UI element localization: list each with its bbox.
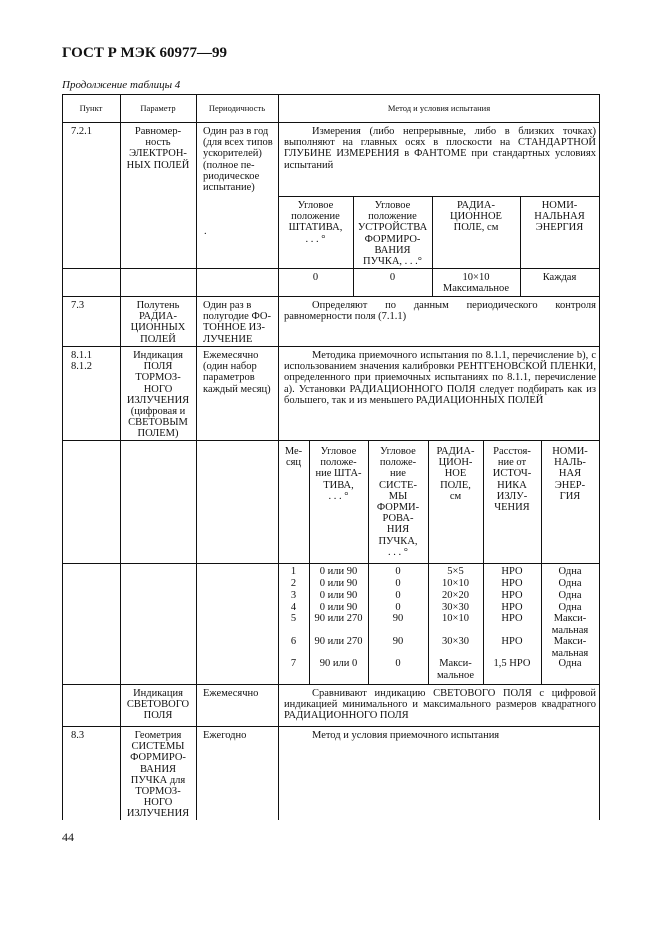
monthly-cell-source-distance: 1,5 НРО	[493, 658, 531, 669]
monthly-cell-collimator-angle: 0	[395, 566, 401, 577]
monthly-cell-nominal-energy: Одна	[558, 578, 582, 589]
periodicity-cell: Один раз в год (для всех типов ускорителей) (полное пе- риодическое испытание)	[203, 126, 273, 194]
monthly-cell-source-distance: НРО	[501, 636, 523, 647]
col-header-item: Пункт	[79, 103, 103, 113]
item-number: 7.2.1	[71, 126, 92, 137]
row-divider	[278, 196, 600, 197]
row-divider	[62, 726, 600, 727]
sub-header-gantry-angle: Угловое положение ШТАТИВА, . . . °	[288, 200, 343, 245]
monthly-cell-nominal-energy: Одна	[558, 566, 582, 577]
monthly-cell-nominal-energy: Макси- мальная	[551, 613, 589, 636]
periodicity-cell: Ежемесячно (один набор параметров каждый месяц)	[203, 350, 271, 395]
sub-header-collimator-angle: Угловое положение УСТРОЙСТВА ФОРМИРО- ВАНИЯ ПУЧКА, . . .°	[357, 200, 428, 268]
sub-value: Каждая	[542, 272, 577, 283]
monthly-cell-month: 1	[290, 566, 297, 577]
monthly-cell-nominal-energy: Одна	[558, 602, 582, 613]
monthly-cell-gantry-angle: 0 или 90	[319, 566, 358, 577]
col-line-param	[196, 94, 197, 820]
monthly-cell-month: 3	[290, 590, 297, 601]
periodicity-cell: Ежемесячно	[203, 688, 259, 699]
monthly-cell-radiation-field: Макси- мальное	[436, 658, 474, 681]
page-number: 44	[62, 830, 74, 844]
monthly-cell-collimator-angle: 0	[395, 658, 401, 669]
item-number: 8.1.1 8.1.2	[71, 350, 92, 373]
periodicity-cell: Один раз в полугодие ФО- ТОННОЕ ИЗ- ЛУЧЕНИЕ	[203, 300, 271, 345]
monthly-cell-gantry-angle: 0 или 90	[319, 590, 358, 601]
monthly-cell-month: 6	[290, 636, 297, 647]
sub-header-radiation-field: РАДИА- ЦИОННОЕ ПОЛЕ, см	[450, 200, 502, 234]
item-number: 7.3	[71, 300, 85, 311]
table-4-continuation	[62, 94, 600, 820]
periodicity-cell: Ежегодно	[203, 730, 247, 741]
parameter-cell: Равномер- ность ЭЛЕКТРОН- НЫХ ПОЛЕЙ	[126, 126, 190, 171]
sub-header-nominal-energy: НОМИ- НАЛЬНАЯ ЭНЕРГИЯ	[534, 200, 585, 234]
monthly-cell-nominal-energy: Одна	[558, 590, 582, 601]
col-line-right	[599, 94, 600, 820]
col-header-method: Метод и условия испытания	[387, 103, 491, 113]
monthly-cell-source-distance: НРО	[501, 566, 523, 577]
monthly-cell-source-distance: НРО	[501, 602, 523, 613]
method-cell: Определяют по данным периодического контроля равномерности поля (7.1.1)	[284, 300, 596, 323]
item-number: 8.3	[71, 730, 85, 741]
monthly-cell-collimator-angle: 90	[392, 613, 404, 624]
monthly-cell-month: 4	[290, 602, 297, 613]
monthly-cell-nominal-energy: Одна	[558, 658, 582, 669]
monthly-cell-collimator-angle: 0	[395, 578, 401, 589]
monthly-cell-collimator-angle: 90	[392, 636, 404, 647]
parameter-cell: Полутень РАДИА- ЦИОННЫХ ПОЛЕЙ	[130, 300, 186, 345]
row-divider	[62, 346, 600, 347]
monthly-cell-radiation-field: 5×5	[447, 566, 464, 577]
row-divider	[62, 296, 600, 297]
row-divider	[62, 684, 600, 685]
monthly-cell-nominal-energy: Макси- мальная	[551, 636, 589, 659]
monthly-cell-radiation-field: 10×10	[442, 578, 469, 589]
method-cell: Сравнивают индикацию СВЕТОВОГО ПОЛЯ с цифровой индикацией минимального и максимального размеров квадратного РАДИАЦИОННОГО ПОЛЯ	[284, 688, 596, 722]
monthly-cell-month: 5	[290, 613, 297, 624]
col-header-parameter: Параметр	[140, 103, 176, 113]
sub-header-radiation-field: РАДИА- ЦИОН- НОЕ ПОЛЕ, см	[436, 446, 475, 502]
col-header-periodicity: Периодичность	[208, 103, 266, 113]
monthly-cell-source-distance: НРО	[501, 590, 523, 601]
header-bottom-line	[62, 122, 600, 123]
stray-dot: .	[204, 226, 207, 237]
table-border-top	[62, 94, 600, 95]
monthly-cell-radiation-field: 30×30	[442, 602, 469, 613]
table-continuation-caption: Продолжение таблицы 4	[62, 79, 181, 91]
method-cell: Метод и условия приемочного испытания	[312, 730, 500, 741]
monthly-cell-month: 7	[290, 658, 297, 669]
monthly-cell-month: 2	[290, 578, 297, 589]
method-cell: Методика приемочного испытания по 8.1.1, перечисление b), с использованием значения калибровки РЕНТГЕНОВСКОЙ ПЛЕНКИ, определенного при приемочных испытаниях по 8.1.1, перечисление a). Установки РАДИАЦИОННОГО ПОЛЯ следует подбирать как из большего, так и из меньшего РАДИАЦИОННЫХ ПОЛЕЙ	[284, 350, 596, 406]
monthly-cell-radiation-field: 20×20	[442, 590, 469, 601]
row-divider	[62, 563, 600, 564]
monthly-cell-collimator-angle: 0	[395, 602, 401, 613]
sub-header-nominal-energy: НОМИ- НАЛЬ- НАЯ ЭНЕР- ГИЯ	[552, 446, 588, 502]
document-title: ГОСТ Р МЭК 60977—99	[62, 45, 227, 61]
monthly-cell-radiation-field: 10×10	[442, 613, 469, 624]
row-divider	[62, 440, 600, 441]
sub-header-source-distance: Расстоя- ние от ИСТОЧ- НИКА ИЗЛУ- ЧЕНИЯ	[492, 446, 532, 514]
method-cell: Измерения (либо непрерывные, либо в близких точках) выполняют на главных осях в плоскости на СТАНДАРТНОЙ ГЛУБИНЕ ИЗМЕРЕНИЯ в ФАНТОМЕ при стандартных условиях испытаний	[284, 126, 596, 171]
parameter-cell: Геометрия СИСТЕМЫ ФОРМИРО- ВАНИЯ ПУЧКА для ТОРМОЗ- НОГО ИЗЛУЧЕНИЯ	[126, 730, 190, 820]
monthly-cell-source-distance: НРО	[501, 578, 523, 589]
monthly-cell-radiation-field: 30×30	[442, 636, 469, 647]
sub-value: 0	[389, 272, 396, 283]
sub-header-gantry-angle: Угловое положе- ние ШТА- ТИВА, . . . °	[315, 446, 362, 502]
monthly-cell-gantry-angle: 90 или 270	[314, 636, 363, 647]
sub-value: 10×10 Максимальное	[442, 272, 510, 295]
sub-value: 0	[312, 272, 319, 283]
sub-header-month: Ме- сяц	[284, 446, 303, 469]
parameter-cell: Индикация СВЕТОВОГО ПОЛЯ	[126, 688, 190, 722]
parameter-cell: Индикация ПОЛЯ ТОРМОЗ- НОГО ИЗЛУЧЕНИЯ (цифровая и СВЕТОВЫМ ПОЛЕМ)	[126, 350, 190, 440]
monthly-cell-gantry-angle: 0 или 90	[319, 602, 358, 613]
monthly-cell-gantry-angle: 90 или 0	[319, 658, 358, 669]
monthly-cell-gantry-angle: 90 или 270	[314, 613, 363, 624]
monthly-cell-source-distance: НРО	[501, 613, 523, 624]
sub-header-collimator-angle: Угловое положе- ние СИСТЕ- МЫ ФОРМИ- РОВА- НИЯ ПУЧКА, . . . °	[376, 446, 420, 558]
col-line-left	[62, 94, 63, 820]
monthly-cell-gantry-angle: 0 или 90	[319, 578, 358, 589]
monthly-cell-collimator-angle: 0	[395, 590, 401, 601]
